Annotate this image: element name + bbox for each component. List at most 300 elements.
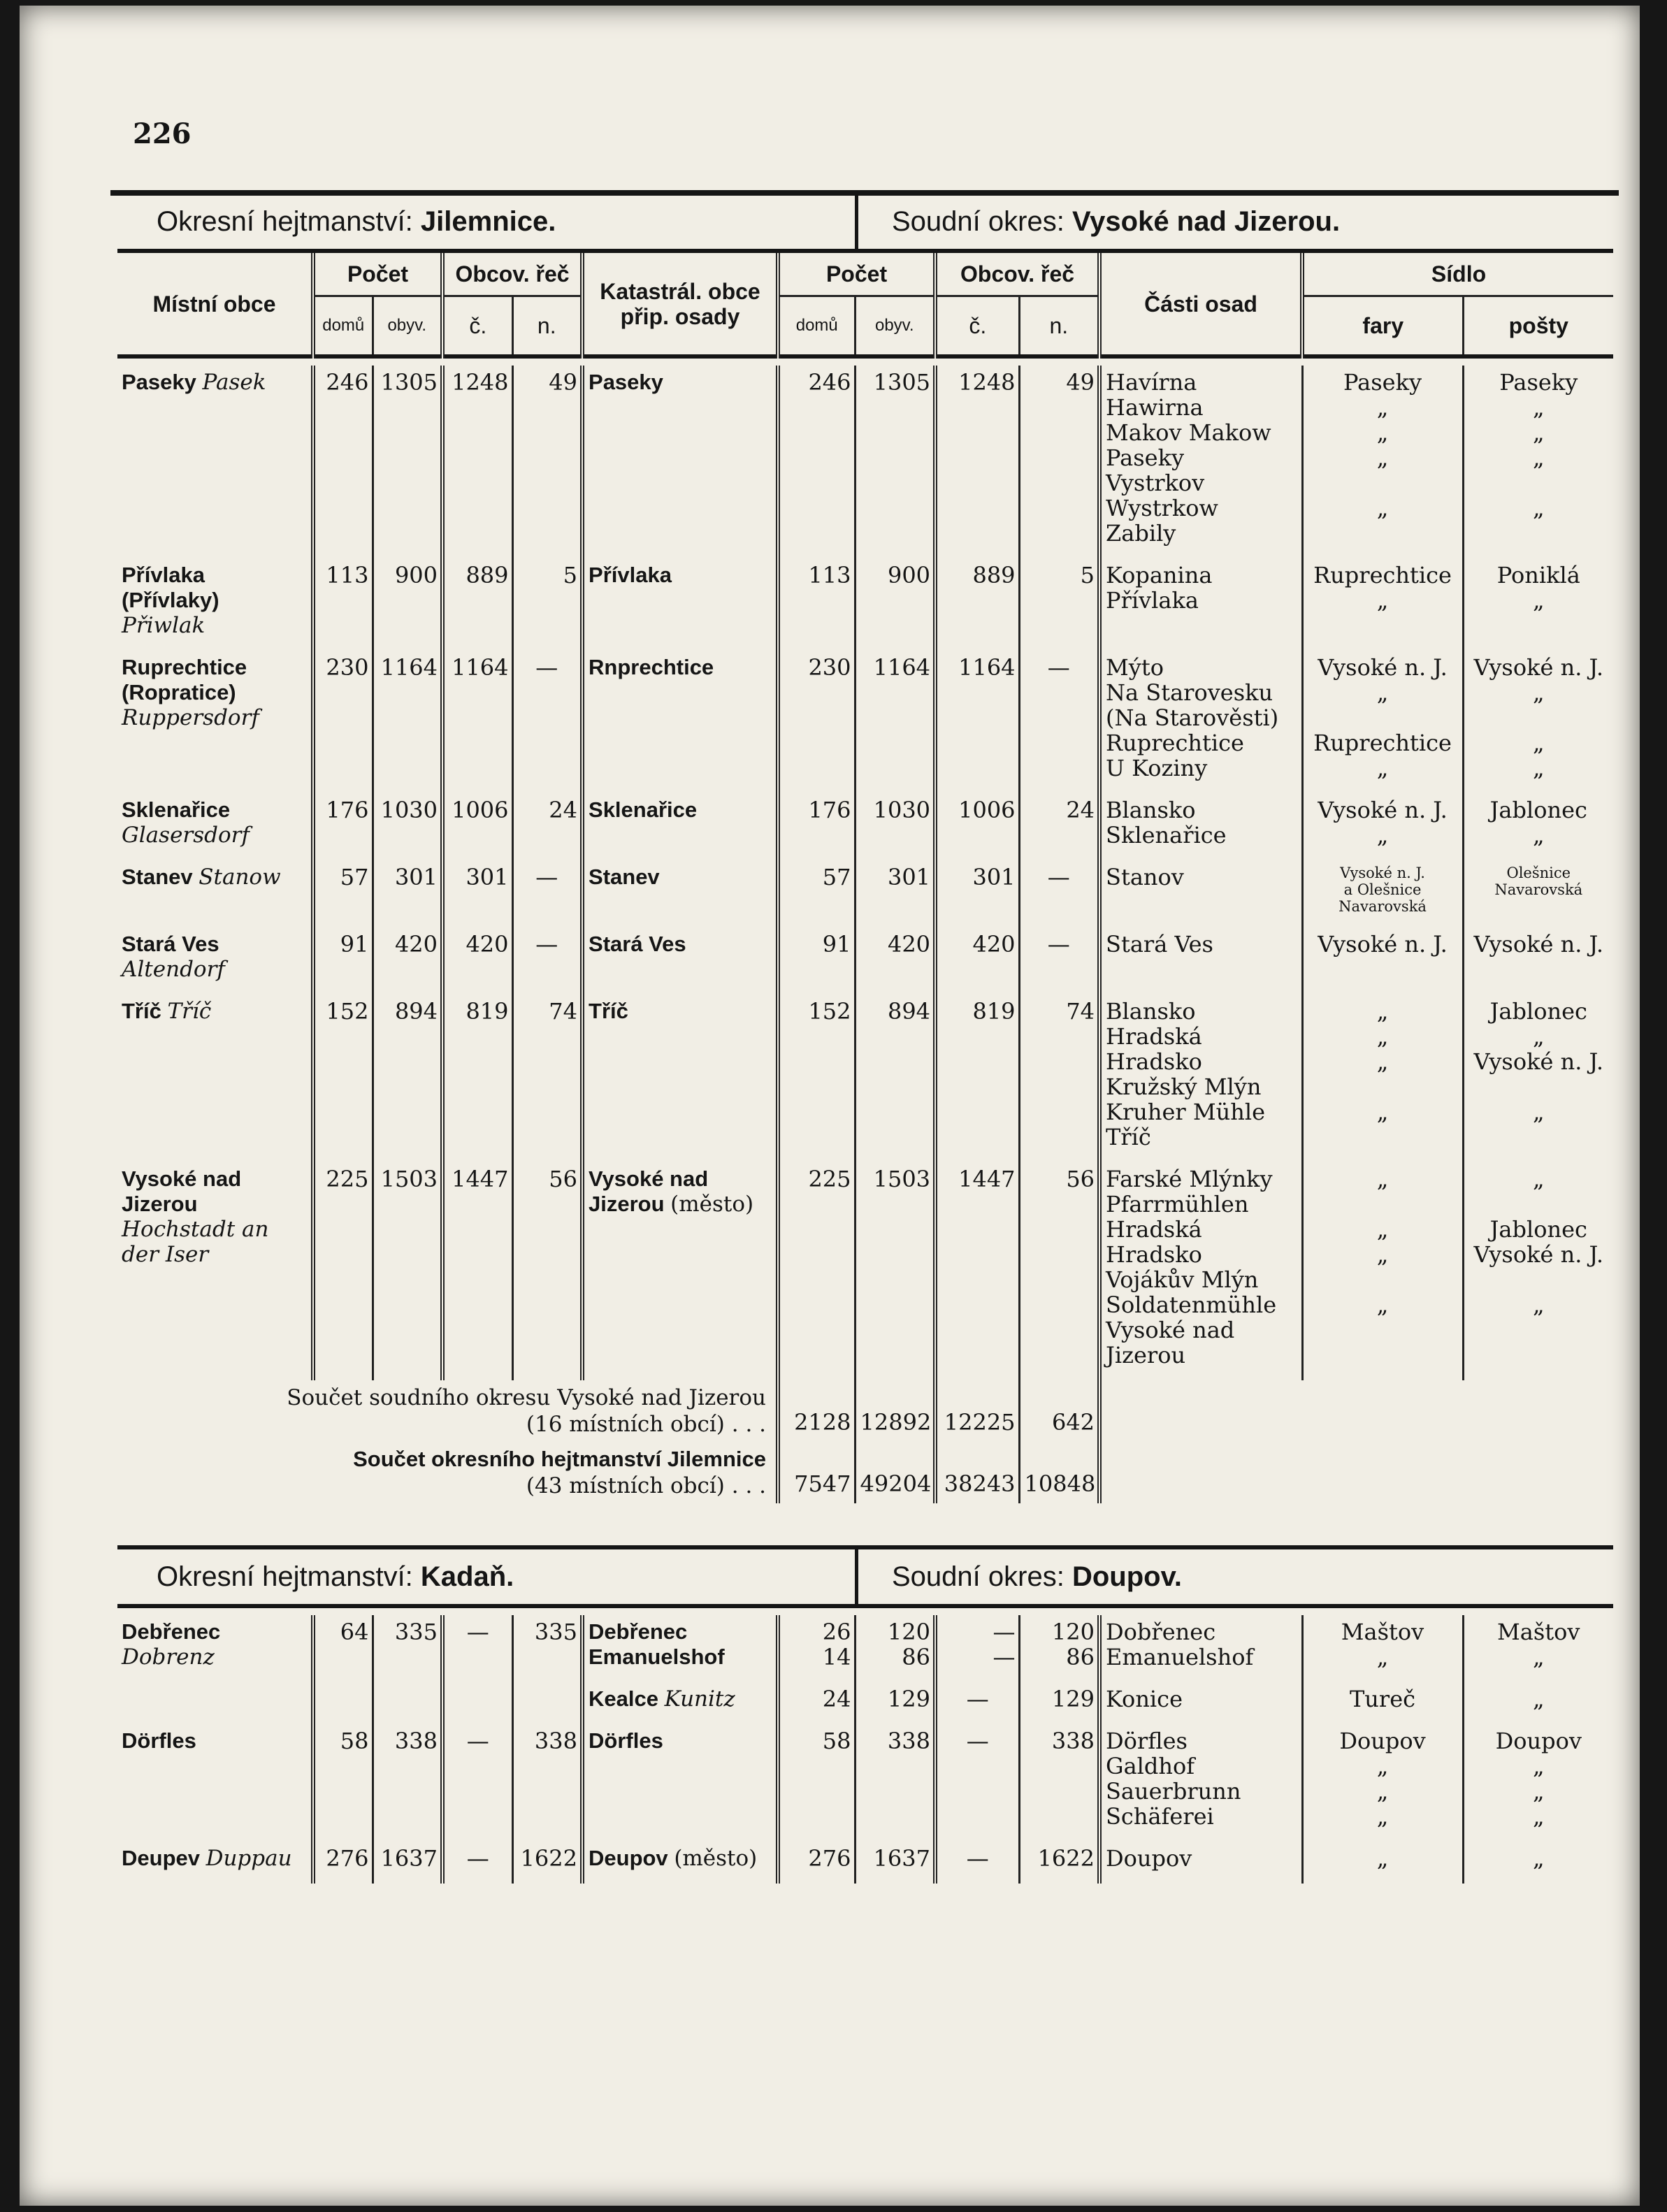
posta-line: „ <box>1532 1292 1545 1318</box>
gap-cell <box>1302 550 1463 558</box>
gap-cell <box>1019 852 1099 860</box>
col-pocet-2: Počet <box>778 253 935 296</box>
fara-line: „ <box>1376 755 1389 781</box>
gap-cell <box>1463 1716 1613 1724</box>
gap-cell <box>512 1372 582 1380</box>
posta-line <box>1468 1317 1610 1343</box>
kat-c: 819 <box>935 995 1019 1154</box>
gap-cell <box>1463 986 1613 995</box>
gap-cell <box>1463 785 1613 793</box>
gap-cell <box>778 1372 855 1380</box>
gap-cell <box>373 1716 442 1724</box>
gap-cell <box>1019 1372 1099 1380</box>
posta-line: „ <box>1532 822 1545 848</box>
gap-cell <box>855 785 935 793</box>
gap-cell <box>117 986 313 995</box>
kat-domu: 230 <box>778 651 855 785</box>
obec-obyv: 301 <box>373 860 442 919</box>
casti-osad <box>1099 1842 1302 1875</box>
gap-cell <box>1019 785 1099 793</box>
posta-line: Paseky <box>1499 369 1578 396</box>
sidlo-posty <box>1463 1724 1613 1833</box>
obec-obyv: 1503 <box>373 1162 442 1372</box>
cast-osady: Dörfles <box>1106 1728 1188 1754</box>
kat-n: — <box>1019 651 1099 785</box>
col-sidlo: Sídlo <box>1302 253 1613 296</box>
obec-n: 1622 <box>512 1842 582 1875</box>
obec-domu: 58 <box>313 1724 373 1833</box>
obec-german-name: Duppau <box>205 1846 292 1871</box>
sum-value: 7547 <box>794 1470 851 1497</box>
obec-n: 335 <box>512 1615 582 1674</box>
kat-c-line: — <box>993 1619 1016 1645</box>
gap-cell <box>117 550 313 558</box>
gap-cell <box>1302 785 1463 793</box>
obec-domu <box>313 1682 373 1716</box>
kat-domu: 276 <box>778 1842 855 1875</box>
gap-cell <box>935 1833 1019 1842</box>
section-header-2 <box>117 1549 1613 1604</box>
cast-osady: Hradská Hradsko <box>1106 1023 1202 1075</box>
row-gap <box>117 986 1613 995</box>
gap-cell <box>1099 919 1302 927</box>
gap-cell <box>935 1716 1019 1724</box>
sidlo-fary <box>1302 651 1463 785</box>
posta-line <box>1468 1074 1610 1099</box>
obec-german-name: Přiwlak <box>122 613 205 638</box>
gap-cell <box>1019 1875 1099 1884</box>
obec-obyv: 420 <box>373 927 442 986</box>
table-section-1 <box>117 253 1613 1503</box>
obec-german-name: Pasek <box>202 370 266 395</box>
obec-c: 301 <box>442 860 512 919</box>
obec-c <box>442 1682 512 1716</box>
katastr-suffix: (město) <box>670 1192 754 1217</box>
gap-cell <box>313 1372 373 1380</box>
kat-c: 1164 <box>935 651 1019 785</box>
gap-cell <box>1019 1674 1099 1682</box>
sum-title: Součet okresního hejtmanství Jilemnice <box>353 1447 767 1471</box>
gap-cell <box>778 1833 855 1842</box>
sidlo-fary <box>1302 1162 1463 1372</box>
okresni-name-2: Kadaň. <box>420 1561 514 1592</box>
sidlo-fary <box>1302 1724 1463 1833</box>
obec-name: Dörfles <box>122 1728 196 1753</box>
obec-german-name: Tříč <box>167 999 212 1024</box>
gap-cell <box>778 550 855 558</box>
obec-c: — <box>442 1724 512 1833</box>
gap-cell <box>778 1716 855 1724</box>
fara-line: „ <box>1376 998 1389 1025</box>
obec-obyv: 900 <box>373 558 442 642</box>
sum-value: 2128 <box>794 1409 851 1436</box>
table-row <box>117 1615 1613 1674</box>
posta-line: „ <box>1532 1023 1545 1050</box>
kat-c: — <box>935 1682 1019 1716</box>
posta-line: „ <box>1532 444 1545 471</box>
okresni-hejtmanstvi: Okresní hejtmanství: Jilemnice. <box>157 205 556 237</box>
obec-n: 5 <box>512 558 582 642</box>
obec-name: Sklenařice Glasersdorf <box>122 797 250 848</box>
gap-cell <box>582 852 778 860</box>
posta-line: Jablonec <box>1489 1216 1587 1243</box>
sidlo-posty <box>1463 558 1613 642</box>
sum-spacer <box>784 1446 851 1471</box>
table-row <box>117 860 1613 919</box>
sum-label <box>117 1442 778 1503</box>
gap-cell <box>1099 642 1302 651</box>
kat-domu: 58 <box>778 1724 855 1833</box>
obec-obyv: 894 <box>373 995 442 1154</box>
gap-cell <box>442 642 512 651</box>
katastr-suffix: (město) <box>674 1846 758 1871</box>
col-c-2: č. <box>935 296 1019 357</box>
fara-line: „ <box>1376 1778 1389 1805</box>
cast-osady: Vystrkov <box>1106 470 1205 496</box>
section-2-rows <box>117 1606 1613 1884</box>
gap-cell <box>935 550 1019 558</box>
posta-line: Poniklá <box>1496 562 1580 588</box>
kat-obyv-line: 120 <box>887 1619 930 1645</box>
cast-osady: Galdhof <box>1106 1753 1195 1779</box>
cast-osady: Doupov <box>1106 1845 1192 1872</box>
gap-cell <box>442 986 512 995</box>
sidlo-posty <box>1463 1842 1613 1875</box>
kat-domu-line: 26 <box>822 1619 851 1645</box>
kat-c: 1006 <box>935 793 1019 852</box>
gap-cell <box>582 1372 778 1380</box>
cast-osady: Soldatenmühle <box>1106 1292 1277 1318</box>
gap-cell <box>1019 1154 1099 1162</box>
gap-cell <box>373 642 442 651</box>
obec-german-name: Ruppersdorf <box>122 705 259 730</box>
table-row <box>117 558 1613 642</box>
obec-c: 1248 <box>442 366 512 550</box>
kat-n: 74 <box>1019 995 1099 1154</box>
gap-cell <box>442 852 512 860</box>
gap-cell <box>1099 852 1302 860</box>
cast-osady: Zabily <box>1106 520 1176 547</box>
gap-cell <box>512 919 582 927</box>
posta-line: Jablonec <box>1489 797 1587 823</box>
cast-osady: Wystrkow <box>1106 495 1218 521</box>
gap-cell <box>512 852 582 860</box>
cast-osady: Kopanina <box>1106 562 1213 588</box>
gap-cell <box>442 1875 512 1884</box>
posta-line: „ <box>1532 1845 1545 1872</box>
gap-cell <box>117 642 313 651</box>
kat-c <box>935 1615 1019 1674</box>
obec-n: — <box>512 860 582 919</box>
fara-line: „ <box>1376 1023 1389 1050</box>
kat-obyv: 1164 <box>855 651 935 785</box>
row-gap <box>117 1674 1613 1682</box>
sidlo-posty <box>1463 366 1613 550</box>
sum-empty <box>1302 1380 1463 1442</box>
katastr-name <box>582 1615 778 1674</box>
col-domu-2: domů <box>778 296 855 357</box>
row-gap <box>117 1716 1613 1724</box>
casti-osad <box>1099 995 1302 1154</box>
sidlo-fary <box>1302 793 1463 852</box>
posta-line: „ <box>1532 394 1545 421</box>
gap-cell <box>373 785 442 793</box>
obec-obyv: 1637 <box>373 1842 442 1875</box>
fara-line: Tureč <box>1349 1686 1416 1712</box>
soudni-okres-2: Soudní okres: Doupov. <box>855 1549 1613 1604</box>
fara-line: „ <box>1376 495 1389 521</box>
obec-n: 24 <box>512 793 582 852</box>
gap-cell <box>1302 1154 1463 1162</box>
gap-cell <box>582 1833 778 1842</box>
casti-osad <box>1099 558 1302 642</box>
fara-line <box>1308 705 1458 730</box>
gap-cell <box>1099 1716 1302 1724</box>
obec-name: Paseky Pasek <box>122 370 266 395</box>
cast-osady: Dobřenec <box>1106 1619 1216 1645</box>
gap-cell <box>935 852 1019 860</box>
gap-cell <box>373 1875 442 1884</box>
gap-cell <box>313 1875 373 1884</box>
fara-line: „ <box>1376 394 1389 421</box>
row-gap <box>117 1154 1613 1162</box>
gap-cell <box>117 852 313 860</box>
gap-cell <box>855 1875 935 1884</box>
cast-osady: Paseky <box>1106 444 1185 471</box>
cast-osady: Stará Ves <box>1106 931 1213 957</box>
obec-obyv: 335 <box>373 1615 442 1674</box>
gap-cell <box>313 642 373 651</box>
kat-n: — <box>1019 927 1099 986</box>
kat-domu: 91 <box>778 927 855 986</box>
table-row <box>117 1682 1613 1716</box>
posta-line <box>1468 1192 1610 1217</box>
kat-domu <box>778 1615 855 1674</box>
obec-domu: 91 <box>313 927 373 986</box>
gap-cell <box>442 785 512 793</box>
obec-obyv: 1030 <box>373 793 442 852</box>
obec-domu: 176 <box>313 793 373 852</box>
gap-cell <box>313 1674 373 1682</box>
obec-name: Tříč Tříč <box>122 999 212 1024</box>
obec-name: Stará Ves Altendorf <box>122 932 225 982</box>
obec-n: 49 <box>512 366 582 550</box>
gap-cell <box>582 986 778 995</box>
gap-cell <box>935 919 1019 927</box>
kat-obyv: 1030 <box>855 793 935 852</box>
gap-cell <box>117 919 313 927</box>
kat-domu-line: 14 <box>822 1644 851 1670</box>
obec-c: 1447 <box>442 1162 512 1372</box>
sum-domu <box>778 1380 855 1442</box>
fara-line: Navarovská <box>1338 898 1427 915</box>
gap-cell <box>313 919 373 927</box>
cast-osady: Jizerou <box>1106 1342 1186 1368</box>
kat-obyv: 129 <box>855 1682 935 1716</box>
gap-cell <box>582 642 778 651</box>
gap-cell <box>442 1154 512 1162</box>
row-gap <box>117 550 1613 558</box>
casti-osad <box>1099 1724 1302 1833</box>
gap-cell <box>1302 852 1463 860</box>
kat-n: 24 <box>1019 793 1099 852</box>
table-row <box>117 366 1613 550</box>
cast-osady: Vysoké nad <box>1106 1317 1235 1343</box>
gap-cell <box>313 550 373 558</box>
gap-cell <box>582 1154 778 1162</box>
sum-subtitle: (43 místních obcí) . . . <box>526 1473 767 1498</box>
katastr-name: Stará Ves <box>582 927 778 986</box>
gap-cell <box>582 1875 778 1884</box>
table-section-2 <box>117 1604 1613 1884</box>
cast-osady: Sklenařice <box>1106 822 1227 848</box>
row-gap <box>117 785 1613 793</box>
fara-line <box>1308 1267 1458 1292</box>
casti-osad <box>1099 1682 1302 1716</box>
gap-cell <box>373 1674 442 1682</box>
sidlo-posty <box>1463 995 1613 1154</box>
katastr-name: Tříč <box>582 995 778 1154</box>
kat-obyv-line: 86 <box>902 1644 930 1670</box>
sum-value: 10848 <box>1024 1470 1096 1497</box>
kat-obyv: 301 <box>855 860 935 919</box>
sum-empty <box>1302 1442 1463 1503</box>
gap-cell <box>1099 1154 1302 1162</box>
row-gap <box>117 642 1613 651</box>
kat-domu: 24 <box>778 1682 855 1716</box>
katastr-name: Sklenařice <box>582 793 778 852</box>
gap-cell <box>512 550 582 558</box>
gap-cell <box>935 785 1019 793</box>
col-obyv-2: obyv. <box>855 296 935 357</box>
obec-german-name: Hochstadt an der Iser <box>122 1217 269 1267</box>
gap-cell <box>442 1372 512 1380</box>
sum-label <box>117 1380 778 1442</box>
cast-osady: Stanov <box>1106 864 1184 890</box>
sum-empty <box>1463 1380 1613 1442</box>
sum-c <box>935 1380 1019 1442</box>
gap-cell <box>855 1372 935 1380</box>
kat-n: 338 <box>1019 1724 1099 1833</box>
col-mistni-obce: Místní obce <box>117 253 313 356</box>
obec-c: 889 <box>442 558 512 642</box>
gap-cell <box>1302 986 1463 995</box>
gap-cell <box>512 1154 582 1162</box>
sum-empty <box>1099 1442 1302 1503</box>
cast-osady: Blansko <box>1106 797 1196 823</box>
gap-cell <box>313 1154 373 1162</box>
cast-osady: (Na Starověsti) <box>1106 704 1279 731</box>
cast-osady: Havírna Hawirna <box>1106 369 1204 421</box>
fara-line <box>1308 1074 1458 1099</box>
fara-line: „ <box>1376 419 1389 446</box>
gap-cell <box>117 1154 313 1162</box>
obec-domu: 152 <box>313 995 373 1154</box>
gap-cell <box>855 642 935 651</box>
sum-c <box>935 1442 1019 1503</box>
cast-osady: Ruprechtice <box>1106 730 1244 756</box>
gap-cell <box>1463 1674 1613 1682</box>
gap-cell <box>1463 1875 1613 1884</box>
col-pocet: Počet <box>313 253 442 296</box>
col-posty: pošty <box>1463 296 1613 357</box>
gap-cell <box>1099 1372 1302 1380</box>
obec-domu: 57 <box>313 860 373 919</box>
gap-cell <box>512 1674 582 1682</box>
kat-c: 301 <box>935 860 1019 919</box>
katastr-name: Kealce Kunitz <box>582 1682 778 1716</box>
posta-line: Vysoké n. J. <box>1473 654 1604 681</box>
katastr-line: Emanuelshof <box>589 1644 725 1669</box>
posta-line <box>1468 470 1610 496</box>
gap-cell <box>117 1875 313 1884</box>
gap-cell <box>117 1833 313 1842</box>
kat-domu: 113 <box>778 558 855 642</box>
katastr-name: Deupov (město) <box>582 1842 778 1875</box>
gap-cell <box>313 986 373 995</box>
kat-n: 49 <box>1019 366 1099 550</box>
casti-osad <box>1099 651 1302 785</box>
cast-osady: Kružský Mlýn <box>1106 1074 1262 1100</box>
gap-cell <box>117 1674 313 1682</box>
fara-line: „ <box>1376 1292 1389 1318</box>
soudni-okres: Soudní okres: Vysoké nad Jizerou. <box>855 194 1613 249</box>
sidlo-fary <box>1302 558 1463 642</box>
table-row <box>117 1842 1613 1875</box>
gap-cell <box>442 1674 512 1682</box>
kat-obyv: 900 <box>855 558 935 642</box>
table-row <box>117 995 1613 1154</box>
sum-spacer <box>1025 1385 1095 1410</box>
gap-cell <box>1302 1833 1463 1842</box>
fara-line: „ <box>1376 1099 1389 1125</box>
gap-cell <box>373 550 442 558</box>
gap-cell <box>442 550 512 558</box>
sidlo-posty <box>1463 860 1613 919</box>
gap-cell <box>1019 919 1099 927</box>
kat-n-line: 120 <box>1051 1619 1095 1645</box>
fara-line <box>1308 1317 1458 1343</box>
obec-german-name: Stanow <box>199 865 281 890</box>
gap-cell <box>1302 919 1463 927</box>
fara-line: Doupov <box>1339 1728 1426 1754</box>
gap-cell <box>1019 642 1099 651</box>
gap-cell <box>1302 1674 1463 1682</box>
posta-line: Maštov <box>1497 1619 1580 1645</box>
posta-line: „ <box>1532 495 1545 521</box>
casti-osad <box>1099 860 1302 919</box>
posta-line: Navarovská <box>1494 881 1583 898</box>
gap-cell <box>313 785 373 793</box>
gap-cell <box>855 1154 935 1162</box>
sum-spacer <box>860 1385 931 1410</box>
soudni-name-2: Doupov. <box>1071 1561 1182 1592</box>
cast-osady: Tříč <box>1106 1124 1151 1150</box>
obec-obyv: 1305 <box>373 366 442 550</box>
obec-n: 338 <box>512 1724 582 1833</box>
cast-osady: U Koziny <box>1106 755 1208 781</box>
obec-c: 819 <box>442 995 512 1154</box>
gap-cell <box>778 852 855 860</box>
kat-domu: 246 <box>778 366 855 550</box>
gap-cell <box>117 1372 313 1380</box>
cast-osady: Makov Makow <box>1106 419 1271 446</box>
posta-line: „ <box>1532 587 1545 614</box>
page-number: 226 <box>133 117 192 150</box>
katastr-name: Stanev <box>582 860 778 919</box>
katastr-name: Vysoké nad Jizerou (město) <box>582 1162 778 1372</box>
gap-cell <box>855 919 935 927</box>
